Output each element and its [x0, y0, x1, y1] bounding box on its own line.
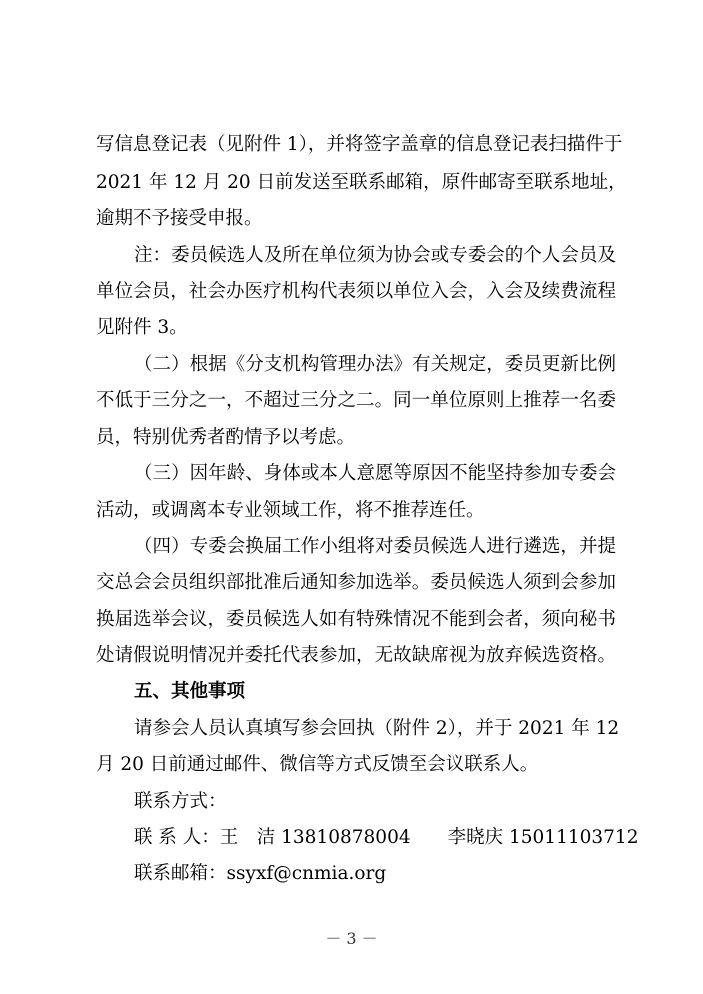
section-5-line-2: 月 20 日前通过邮件、微信等方式反馈至会议联系人。 — [96, 754, 539, 775]
text-line-1: 写信息登记表（见附件 1），并将签字盖章的信息登记表扫描件于 — [96, 134, 623, 155]
text-line-2: 2021 年 12 月 20 日前发送至联系邮箱，原件邮寄至联系地址， — [96, 172, 627, 193]
note-line-2: 单位会员，社会办医疗机构代表须以单位入会，入会及续费流程 — [96, 281, 616, 302]
item-4-line-4: 处请假说明情况并委托代表参加，无故缺席视为放弃候选资格。 — [96, 645, 616, 666]
item-2-line-1: （二）根据《分支机构管理办法》有关规定，委员更新比例 — [134, 354, 616, 375]
section-heading: 五、其他事项 — [134, 681, 246, 702]
text-line-3: 逾期不予接受申报。 — [96, 208, 263, 229]
section-5-line-1: 请参会人员认真填写参会回执（附件 2），并于 2021 年 12 — [134, 718, 620, 739]
item-3-line-1: （三）因年龄、身体或本人意愿等原因不能坚持参加专委会 — [134, 463, 616, 484]
note-line-1: 注：委员候选人及所在单位须为协会或专委会的个人会员及 — [134, 245, 616, 266]
item-2-line-2: 不低于三分之一，不超过三分之二。同一单位原则上推荐一名委 — [96, 390, 616, 411]
contact-persons: 联 系 人：王 洁 13810878004 李晓庆 15011103712 — [134, 827, 639, 848]
page-number: － 3 － — [325, 929, 378, 948]
item-4-line-2: 交总会会员组织部批准后通知参加选举。委员候选人须到会参加 — [96, 572, 616, 593]
item-2-line-3: 员，特别优秀者酌情予以考虑。 — [96, 427, 356, 448]
contact-heading: 联系方式： — [134, 791, 227, 812]
item-3-line-2: 活动，或调离本专业领域工作，将不推荐连任。 — [96, 500, 485, 521]
contact-email: 联系邮箱：ssyxf@cnmia.org — [134, 863, 387, 884]
item-4-line-3: 换届选举会议，委员候选人如有特殊情况不能到会者，须向秘书 — [96, 609, 616, 630]
item-4-line-1: （四）专委会换届工作小组将对委员候选人进行遴选，并提 — [134, 536, 616, 557]
note-line-3: 见附件 3。 — [96, 317, 188, 338]
